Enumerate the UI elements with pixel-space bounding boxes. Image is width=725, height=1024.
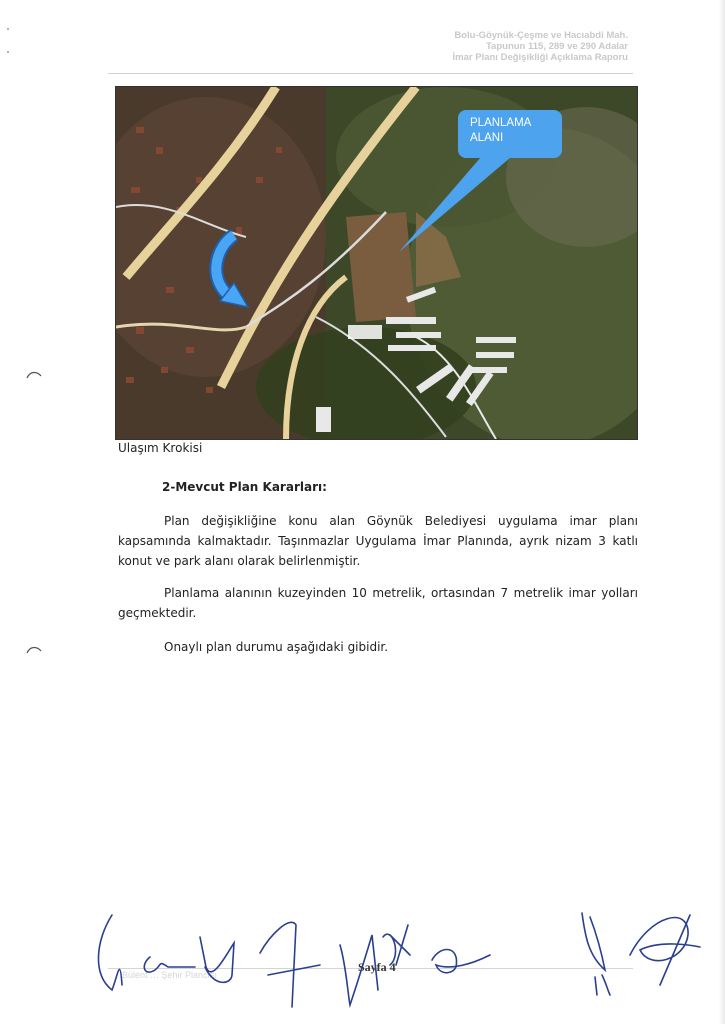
binder-hole-mark bbox=[26, 370, 42, 380]
header-line-3: İmar Planı Değişikliği Açıklama Raporu bbox=[452, 52, 628, 63]
page-number: Sayfa 4 bbox=[358, 960, 396, 974]
callout-line-2: ALANI bbox=[470, 132, 504, 144]
header-divider bbox=[108, 73, 633, 74]
satellite-map-image bbox=[115, 86, 638, 440]
section-title: 2-Mevcut Plan Kararları: bbox=[162, 480, 327, 494]
footer-text: Bülent … Şehir Plancısı bbox=[122, 970, 218, 980]
page-edge bbox=[719, 0, 725, 1024]
paragraph: Onaylı plan durumu aşağıdaki gibidir. bbox=[164, 640, 389, 654]
callout-line-1: PLANLAMA bbox=[470, 117, 532, 129]
handwritten-signatures bbox=[0, 895, 725, 1024]
binder-hole-mark bbox=[26, 645, 42, 655]
paragraph: Planlama alanının kuzeyinden 10 metrelik, ortasından 7 metrelik imar yolları geçmektedir. bbox=[118, 586, 638, 620]
paragraph: Plan değişikliğine konu alan Göynük Belediyesi uygulama imar planı kapsamında kalmaktadır. Taşınmazlar Uygulama İmar Planında, ayrık nizam 3 katlı konut ve park alanı olarak belirlenmiştir. bbox=[118, 514, 638, 568]
planning-area-callout bbox=[458, 110, 562, 158]
scan-speck bbox=[7, 51, 9, 53]
header-line-1: Bolu-Göynük-Çeşme ve Hacıabdi Mah. bbox=[454, 30, 628, 41]
document-header bbox=[348, 30, 628, 63]
figure-caption: Ulaşım Krokisi bbox=[118, 441, 203, 455]
header-line-2: Tapunun 115, 289 ve 290 Adalar bbox=[485, 41, 628, 52]
scan-speck bbox=[7, 28, 9, 30]
